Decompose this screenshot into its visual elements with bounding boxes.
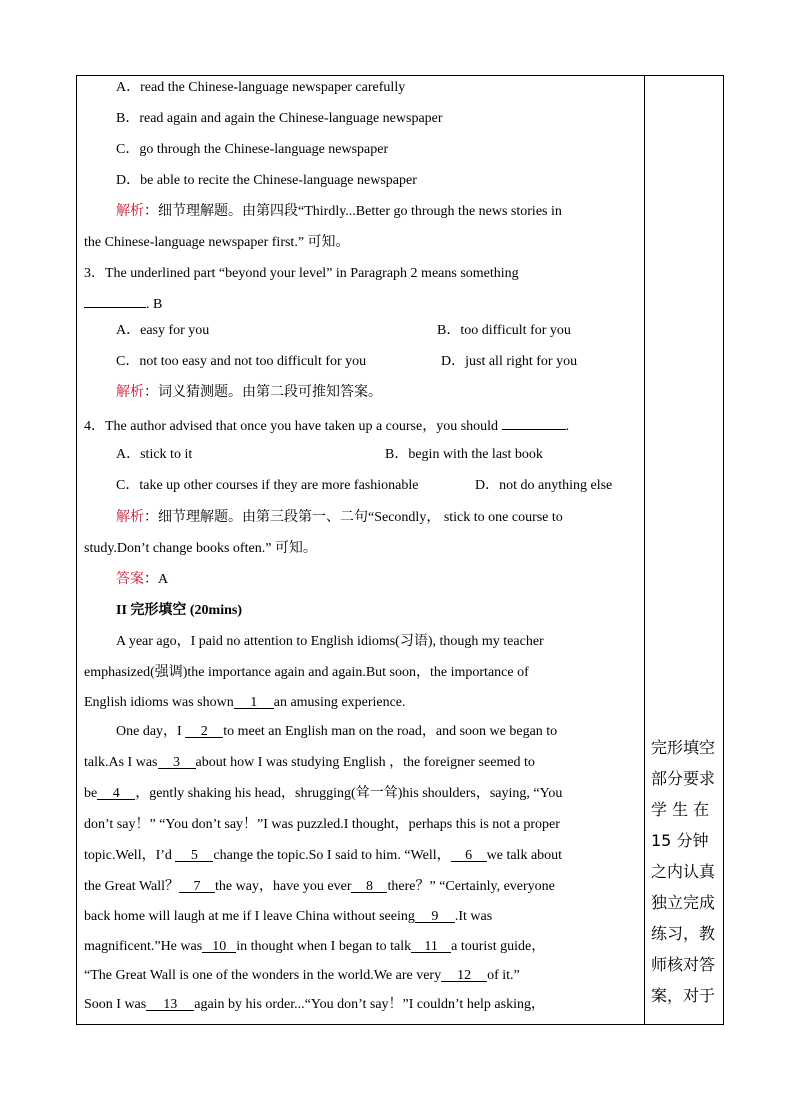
q3-explanation: [116, 384, 382, 402]
q4-stem-text: 4．The author advised that once you have taken up a course，you should: [84, 419, 499, 434]
q2-explanation-line2: the Chinese-language newspaper first.” 可知。: [84, 235, 350, 250]
passage-text: talk.As I was: [84, 755, 158, 770]
q2-option-c: C．go through the Chinese-language newspaper: [116, 142, 389, 157]
q4-stem-end: .: [565, 419, 570, 434]
explanation-text: ：细节理解题。由第三段第一、二句“Secondly， stick to one course to: [144, 510, 563, 525]
q3-option-d: D．just all right for you: [441, 354, 578, 369]
passage-line: [84, 938, 545, 956]
passage-line: [84, 694, 406, 712]
q4-answer: [116, 571, 168, 589]
passage-text: be: [84, 786, 98, 801]
blank-9: 9: [415, 908, 455, 923]
q4-explanation-line2: study.Don’t change books often.” 可知。: [84, 541, 317, 556]
q2-option-b: B．read again and again the Chinese-language newspaper: [116, 111, 443, 126]
passage-text: .It was: [454, 909, 493, 924]
q4-option-c: C．take up other courses if they are more fashionable: [116, 478, 419, 493]
blank-10: 10: [202, 938, 236, 953]
blank-5: 5: [175, 847, 213, 862]
passage-line: [116, 723, 557, 741]
passage-text: Soon I was: [84, 997, 147, 1012]
q2-option-a: A．read the Chinese-language newspaper carefully: [116, 80, 406, 95]
q4-option-b: B．begin with the last book: [385, 447, 543, 462]
note-line: 之内认真: [651, 862, 716, 881]
blank-12: 12: [441, 967, 487, 982]
passage-text: ，gently shaking his head，shrugging(耸一耸)his shoulders，saying, “You: [135, 786, 563, 801]
passage-text: to meet an English man on the road，and soon we began to: [223, 724, 558, 739]
passage-text: of it.”: [487, 968, 520, 983]
passage-text: topic.Well，I’d: [84, 848, 172, 863]
passage-text: magnificent.”He was: [84, 939, 203, 954]
answer-blank: [502, 415, 566, 430]
q2-option-d: D．be able to recite the Chinese-language newspaper: [116, 173, 417, 188]
blank-4: 4: [97, 785, 135, 800]
passage-line: [84, 967, 520, 985]
q4-stem: [84, 415, 569, 436]
blank-6: 6: [451, 847, 487, 862]
passage-text: again by his order...“You don’t say！”I couldn’t help asking，: [194, 997, 545, 1012]
blank-1: 1: [234, 694, 274, 709]
q4-option-a: A．stick to it: [116, 447, 193, 462]
column-divider: [644, 75, 645, 1025]
passage-line: A year ago，I paid no attention to English idioms(习语), though my teacher: [116, 634, 544, 649]
passage-line: [84, 785, 562, 803]
note-line: 15 分钟: [651, 831, 709, 850]
explanation-text: ：细节理解题。由第四段“Thirdly...Better go through the news stories in: [144, 204, 562, 219]
passage-text: the Great Wall？: [84, 879, 180, 894]
q3-option-a: A．easy for you: [116, 323, 210, 338]
passage-text: change the topic.So I said to him. “Well，: [213, 848, 451, 863]
note-line: 学 生 在: [651, 800, 710, 819]
explanation-text: ：词义猜测题。由第二段可推知答案。: [144, 385, 382, 400]
blank-11: 11: [411, 938, 451, 953]
passage-text: a tourist guide，: [451, 939, 546, 954]
passage-text: One day，I: [116, 724, 182, 739]
passage-line: emphasized(强调)the importance again and again.But soon，the importance of: [84, 665, 529, 680]
passage-text: the way，have you ever: [215, 879, 352, 894]
q4-explanation-line1: [116, 509, 563, 527]
answer-blank: [84, 293, 146, 308]
q3-option-c: C．not too easy and not too difficult for you: [116, 354, 367, 369]
q3-answer: . B: [146, 297, 163, 312]
passage-line: [84, 908, 492, 926]
passage-text: we talk about: [486, 848, 563, 863]
passage-text: about how I was studying English ，the foreigner seemed to: [195, 755, 535, 770]
passage-line: [84, 996, 545, 1014]
note-line: 练习，教: [651, 924, 716, 943]
q3-stem: 3．The underlined part “beyond your level” in Paragraph 2 means something: [84, 266, 519, 281]
note-line: 案，对于: [651, 986, 716, 1005]
passage-text: back home will laugh at me if I leave China without seeing: [84, 909, 415, 924]
section-title: II 完形填空 (20mins): [116, 603, 243, 618]
explanation-label: 解析: [116, 204, 144, 219]
q2-explanation-line1: [116, 203, 562, 221]
passage-text: there？” “Certainly, everyone: [387, 879, 555, 894]
answer-label: 答案: [116, 572, 144, 587]
passage-text: an amusing experience.: [273, 695, 406, 710]
passage-line: [84, 878, 555, 896]
note-line: 完形填空: [651, 738, 716, 757]
note-line: 师核对答: [651, 955, 716, 974]
passage-line: don’t say！” “You don’t say！”I was puzzled.I thought，perhaps this is not a proper: [84, 817, 560, 832]
q4-option-d: D．not do anything else: [475, 478, 613, 493]
passage-line: [84, 847, 562, 865]
q3-option-b: B．too difficult for you: [437, 323, 571, 338]
answer-text: ：A: [144, 572, 169, 587]
sidebar-note: [651, 732, 717, 1011]
explanation-label: 解析: [116, 385, 144, 400]
blank-13: 13: [146, 996, 194, 1011]
passage-line: [84, 754, 535, 772]
passage-text: “The Great Wall is one of the wonders in the world.We are very: [84, 968, 442, 983]
blank-7: 7: [179, 878, 215, 893]
q3-answer-line: [84, 293, 162, 314]
blank-8: 8: [351, 878, 387, 893]
passage-text: English idioms was shown: [84, 695, 234, 710]
explanation-label: 解析: [116, 510, 144, 525]
blank-2: 2: [185, 723, 223, 738]
note-line: 部分要求: [651, 769, 716, 788]
note-line: 独立完成: [651, 893, 716, 912]
blank-3: 3: [158, 754, 196, 769]
passage-text: in thought when I began to talk: [236, 939, 412, 954]
